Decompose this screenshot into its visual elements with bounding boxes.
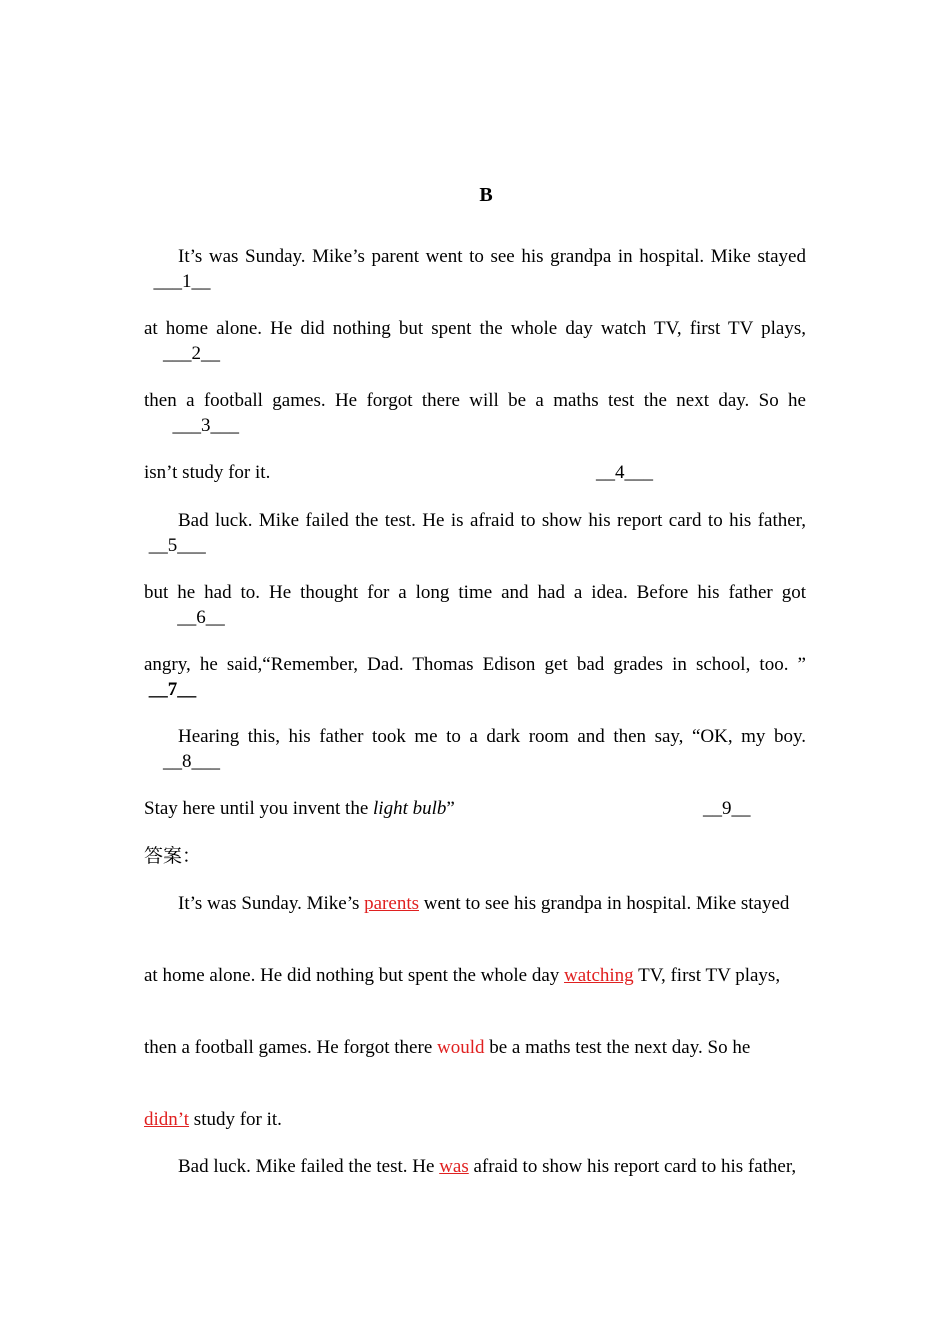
passage-paragraph-2 — [144, 316, 806, 366]
answer-paragraph-5: Bad luck. Mike failed the test. He was afraid to show his report card to his father, — [178, 1156, 797, 1177]
answer-blank-2: ___2__ — [163, 343, 220, 364]
passage-text: angry, he said,“Remember, Dad. Thomas Edison get bad grades in school, too. ” — [144, 654, 806, 675]
passage-text: Bad luck. Mike failed the test. He is afraid to show his report card to his father, — [178, 510, 806, 531]
answer-paragraph-2: at home alone. He did nothing but spent the whole day watching TV, first TV plays, — [144, 965, 781, 986]
answer-blank-1: ___1__ — [153, 271, 211, 292]
answer-blank-5: __5___ — [148, 535, 206, 556]
passage-paragraph-7 — [144, 652, 806, 702]
passage-paragraph-1 — [144, 244, 806, 294]
correction-word: didn’t — [144, 1109, 190, 1130]
passage-text: then a football games. He forgot there will be a maths test the next day. So he — [144, 390, 806, 411]
passage-paragraph-8 — [144, 724, 806, 774]
passage-text: It’s was Sunday. Mike’s parent went to see his grandpa in hospital. Mike stayed — [178, 246, 806, 267]
section-heading: B — [479, 184, 493, 206]
answer-blank-7: __7__ — [148, 679, 197, 700]
answer-paragraph-4: didn’t study for it. — [144, 1109, 282, 1130]
answer-blank-9: __9__ — [703, 798, 751, 819]
passage-paragraph-9: Stay here until you invent the light bulb” — [144, 798, 455, 819]
passage-text: but he had to. He thought for a long time and had a idea. Before his father got — [144, 582, 806, 603]
answer-blank-3: ___3___ — [172, 415, 239, 436]
answer-paragraph-1: It’s was Sunday. Mike’s parents went to see his grandpa in hospital. Mike stayed — [178, 893, 790, 914]
correction-word: would — [437, 1037, 485, 1058]
correction-word: watching — [564, 965, 634, 986]
passage-paragraph-6 — [144, 580, 806, 630]
passage-text: Hearing this, his father took me to a dark room and then say, “OK, my boy. — [178, 726, 806, 747]
correction-word: was — [439, 1156, 469, 1177]
passage-text: at home alone. He did nothing but spent the whole day watch TV, first TV plays, — [144, 318, 806, 339]
passage-paragraph-5 — [144, 508, 806, 558]
answer-blank-4: __4___ — [596, 462, 653, 483]
answer-label: 答案： — [144, 846, 202, 867]
answer-blank-8: __8___ — [163, 751, 220, 772]
passage-paragraph-4: isn’t study for it. — [144, 462, 271, 483]
passage-paragraph-3 — [144, 388, 806, 438]
answer-paragraph-3: then a football games. He forgot there would be a maths test the next day. So he — [144, 1037, 751, 1058]
correction-word: parents — [364, 893, 419, 914]
answer-blank-6: __6__ — [177, 607, 225, 628]
